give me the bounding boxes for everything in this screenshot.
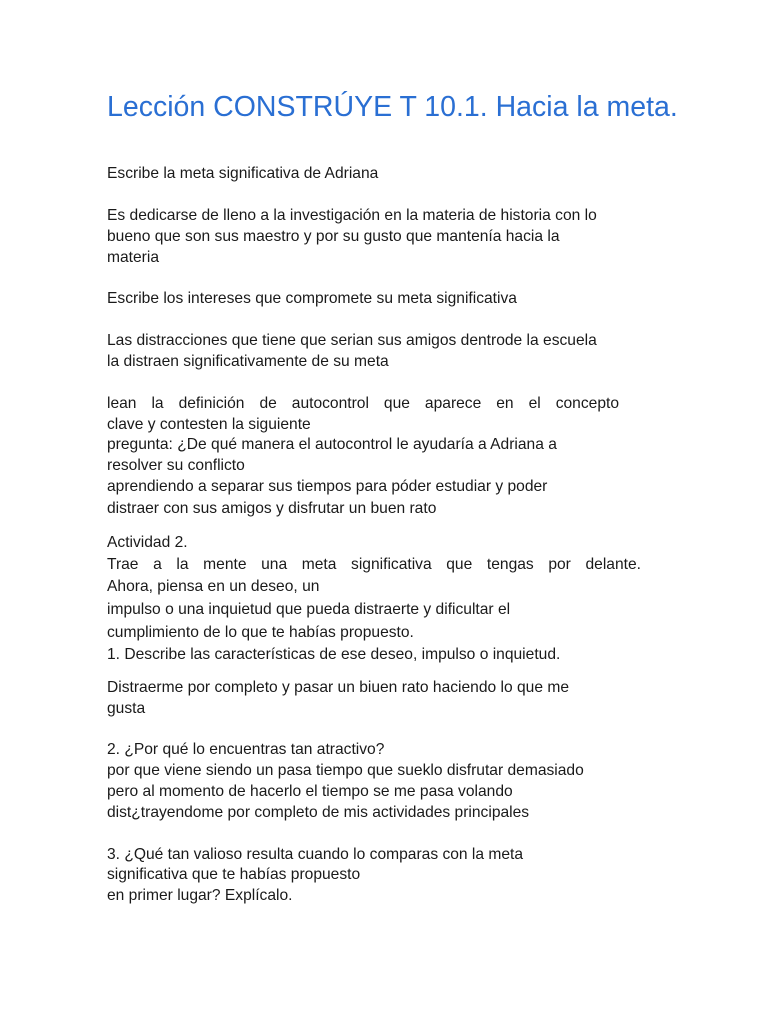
activity-text-line-2: Ahora, piensa en un deseo, un [107,578,320,595]
activity-text-line-1: Trae a la mente una meta significativa que tengas por delante. [107,556,641,573]
activity-heading: Actividad 2. [107,534,188,551]
activity-text-line-3: impulso o una inquietud que pueda distraerte y dificultar el [107,601,511,618]
answer-2-line-2: pero al momento de hacerlo el tiempo se me pasa volando [107,783,513,800]
question-2: 2. ¿Por qué lo encuentras tan atractivo? [107,741,385,758]
prompt-goal: Escribe la meta significativa de Adriana [107,165,379,182]
question-1: 1. Describe las características de ese deseo, impulso o inquietud. [107,646,561,663]
answer-2-line-3: dist¿trayendome por completo de mis actividades principales [107,804,530,821]
activity-text-line-4: cumplimiento de lo que te habías propuesto. [107,624,414,641]
answer-1-line-2: gusta [107,700,146,717]
answer-autocontrol-line-1: aprendiendo a separar sus tiempos para póder estudiar y poder [107,478,548,495]
instruction-line-2: clave y contesten la siguiente [107,416,311,433]
answer-interests-line-2: la distraen significativamente de su meta [107,353,389,370]
question-autocontrol-line-2: resolver su conflicto [107,457,245,474]
answer-goal-line-3: materia [107,249,159,266]
answer-interests-line-1: Las distracciones que tiene que serian sus amigos dentrode la escuela [107,332,597,349]
instruction-line-1: lean la definición de autocontrol que aparece en el concepto [107,395,619,412]
answer-2-line-1: por que viene siendo un pasa tiempo que sueklo disfrutar demasiado [107,762,584,779]
answer-autocontrol-line-2: distraer con sus amigos y disfrutar un buen rato [107,500,437,517]
question-autocontrol-line-1: pregunta: ¿De qué manera el autocontrol le ayudaría a Adriana a [107,436,557,453]
question-3-line-2: significativa que te habías propuesto [107,866,361,883]
answer-goal-line-1: Es dedicarse de lleno a la investigación en la materia de historia con lo [107,207,597,224]
question-3-line-1: 3. ¿Qué tan valioso resulta cuando lo comparas con la meta [107,846,524,863]
answer-1-line-1: Distraerme por completo y pasar un biuen rato haciendo lo que me [107,679,570,696]
answer-goal-line-2: bueno que son sus maestro y por su gusto que mantenía hacia la [107,228,560,245]
document-title: Lección CONSTRÚYE T 10.1. Hacia la meta. [107,91,678,123]
question-3-line-3: en primer lugar? Explícalo. [107,887,293,904]
prompt-interests: Escribe los intereses que compromete su meta significativa [107,290,517,307]
